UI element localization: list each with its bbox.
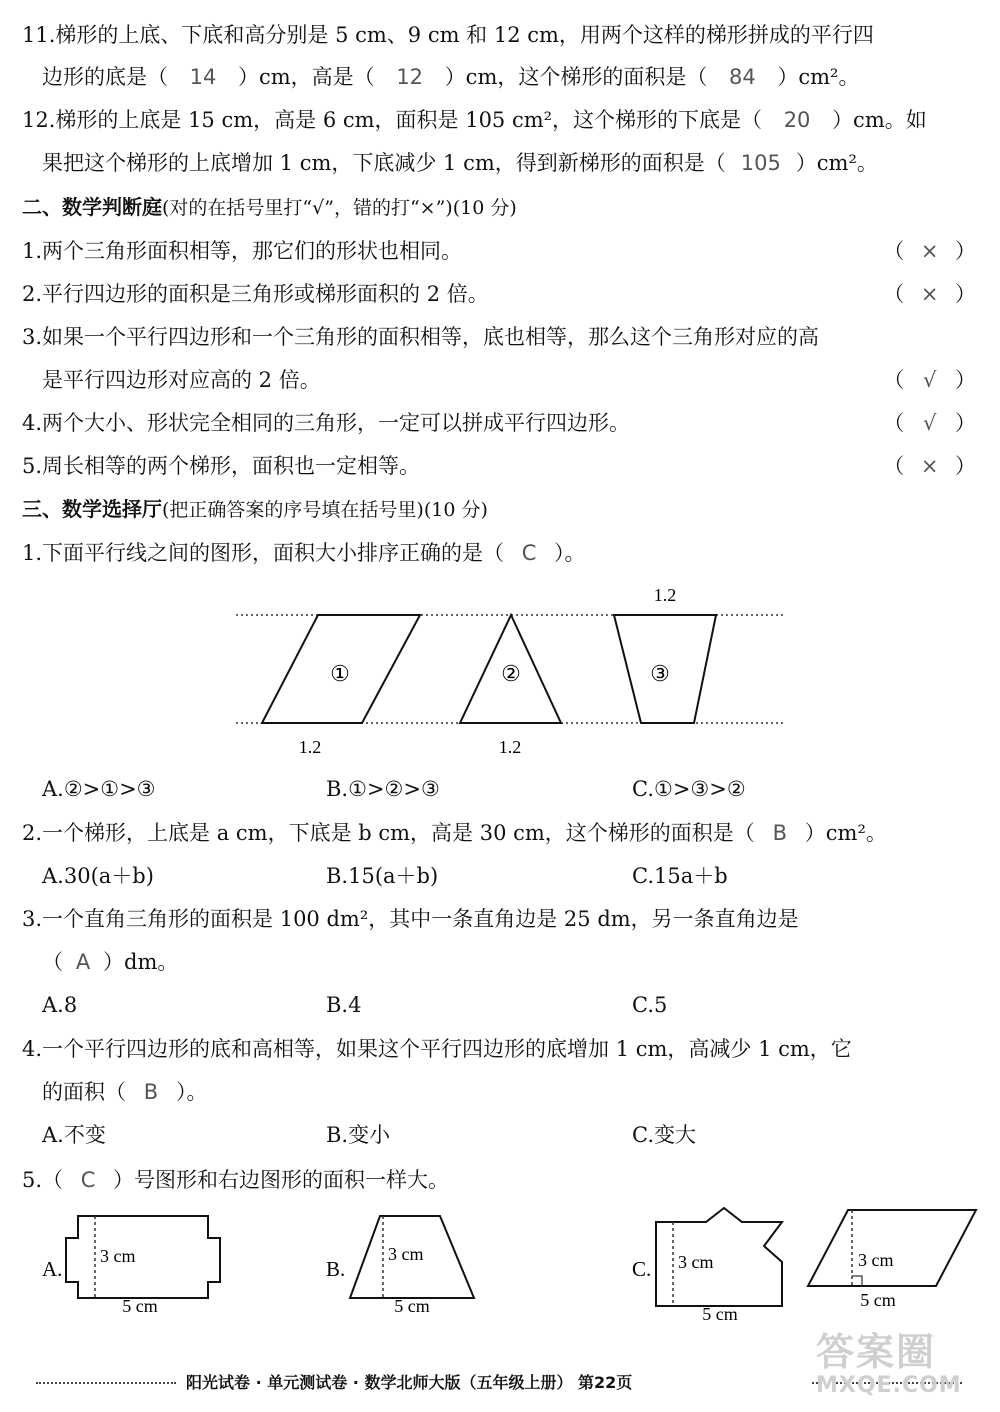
- section3-heading: [22, 494, 488, 525]
- choice-q5-answer: C: [80, 1168, 96, 1192]
- choice-q3-text-a: （: [42, 950, 63, 974]
- choice-q5: [22, 1165, 449, 1195]
- judge-item-2: 2.平行四边形的面积是三角形或梯形面积的 2 倍。: [22, 282, 489, 306]
- choice-q1-answer: C: [521, 541, 537, 565]
- judge-mark-2: （ × ）: [883, 282, 976, 306]
- section3-title: 三、数学选择厅: [22, 497, 162, 521]
- q11-text-a: 边形的底是（: [42, 65, 168, 89]
- q5-b-height: 3 cm: [388, 1244, 424, 1264]
- q11-line1: 11.梯形的上底、下底和高分别是 5 cm、9 cm 和 12 cm，用两个这样的梯形拼成的平行四: [22, 23, 874, 47]
- q5-label-c: C.: [632, 1257, 652, 1281]
- q11-answer-base: 14: [189, 65, 217, 89]
- choice-q4-line2: [42, 1077, 208, 1107]
- choice-q2: [22, 818, 887, 848]
- q11-text-c: ）cm，这个梯形的面积是（: [444, 65, 708, 89]
- q11-text-b: ）cm，高是（: [238, 65, 375, 89]
- choice-q1-option-a: A.②>①>③: [42, 777, 156, 801]
- choice-q3-line2: [42, 947, 178, 977]
- section2-heading: [22, 192, 517, 223]
- choice-q4-line1: 4.一个平行四边形的底和高相等，如果这个平行四边形的底增加 1 cm，高减少 1 cm，它: [22, 1037, 852, 1061]
- parallel-lines-figure: [0, 578, 1000, 768]
- shape2-label: ②: [501, 661, 521, 686]
- judge-mark-1: （ × ）: [883, 239, 976, 263]
- q5-reference-parallelogram: [808, 1210, 976, 1286]
- choice-q3-line1: 3.一个直角三角形的面积是 100 dm²，其中一条直角边是 25 dm，另一条直角边是: [22, 907, 799, 931]
- q12-line2: [42, 148, 878, 178]
- q5-c-base: 5 cm: [702, 1304, 738, 1324]
- shape1-label: ①: [330, 661, 350, 686]
- choice-q2-option-c: C.15a＋b: [632, 864, 728, 888]
- q12-text-c: 果把这个梯形的上底增加 1 cm，下底减少 1 cm，得到新梯形的面积是（: [42, 151, 726, 175]
- section2-title: 二、数学判断庭: [22, 195, 162, 219]
- q12-text-d: ）cm²。: [795, 151, 878, 175]
- judge-item-5: 5.周长相等的两个梯形，面积也一定相等。: [22, 454, 421, 478]
- q5-a-base: 5 cm: [122, 1296, 158, 1316]
- label-left-length: 1.2: [298, 737, 322, 757]
- q12-text-b: ）cm。如: [832, 108, 927, 132]
- choice-q4-option-c: C.变大: [632, 1123, 696, 1147]
- q5-label-b: B.: [326, 1257, 346, 1281]
- choice-q1-option-c: C.①>③>②: [632, 777, 746, 801]
- q5-shape-c: [656, 1208, 782, 1306]
- choice-q2-text-a: 2.一个梯形，上底是 a cm，下底是 b cm，高是 30 cm，这个梯形的面积是（: [22, 821, 755, 845]
- section3-note: (把正确答案的序号填在括号里)(10 分): [162, 499, 488, 521]
- section2-note: (对的在括号里打“√”，错的打“×”)(10 分): [162, 197, 517, 219]
- choice-q4-answer: B: [143, 1080, 159, 1104]
- choice-q2-option-a: A.30(a＋b): [42, 864, 154, 888]
- q5-shapes-figure: [0, 1200, 1000, 1330]
- q12-line1: [22, 105, 927, 135]
- judge-mark-5: （ × ）: [883, 454, 976, 478]
- judge-mark-4: （ √ ）: [883, 411, 976, 435]
- label-mid-length: 1.2: [498, 737, 522, 757]
- choice-q3-answer: A: [75, 950, 91, 974]
- q12-answer-area: 105: [740, 151, 781, 175]
- watermark-bottom: MXQE.COM: [816, 1373, 962, 1398]
- choice-q5-text-a: 5.（: [22, 1168, 64, 1192]
- q5-shape-a: [66, 1216, 220, 1298]
- choice-q3-option-b: B.4: [326, 993, 362, 1017]
- choice-q3-option-c: C.5: [632, 993, 668, 1017]
- q5-c-height: 3 cm: [678, 1252, 714, 1272]
- q5-ref-base: 5 cm: [860, 1290, 896, 1310]
- q5-ref-height: 3 cm: [858, 1250, 894, 1270]
- choice-q4-option-a: A.不变: [42, 1123, 106, 1147]
- shape3-label: ③: [650, 661, 670, 686]
- judge-item-3-cont: 是平行四边形对应高的 2 倍。: [42, 368, 321, 392]
- choice-q1-text-b: ）。: [554, 541, 586, 565]
- choice-q5-text-b: ）号图形和右边图形的面积一样大。: [113, 1168, 450, 1192]
- choice-q2-option-b: B.15(a＋b): [326, 864, 439, 888]
- watermark-top: 答案圈: [816, 1330, 937, 1374]
- q12-answer-base: 20: [783, 108, 811, 132]
- choice-q1-text-a: 1.下面平行线之间的图形，面积大小排序正确的是（: [22, 541, 505, 565]
- q5-label-a: A.: [42, 1257, 63, 1281]
- q11-text-d: ）cm²。: [777, 65, 860, 89]
- q5-a-height: 3 cm: [100, 1246, 136, 1266]
- choice-q1: [22, 538, 586, 568]
- choice-q3-text-b: ）dm。: [103, 950, 179, 974]
- judge-mark-3: （ √ ）: [883, 368, 976, 392]
- choice-q2-answer: B: [772, 821, 787, 845]
- watermark: [816, 1330, 986, 1402]
- choice-q1-option-b: B.①>②>③: [326, 777, 440, 801]
- choice-q4-option-b: B.变小: [326, 1123, 391, 1147]
- judge-item-3: 3.如果一个平行四边形和一个三角形的面积相等，底也相等，那么这个三角形对应的高: [22, 325, 820, 349]
- judge-item-4: 4.两个大小、形状完全相同的三角形，一定可以拼成平行四边形。: [22, 411, 631, 435]
- label-top-length: 1.2: [653, 585, 677, 605]
- choice-q2-text-b: ）cm²。: [804, 821, 887, 845]
- choice-q4-text-a: 的面积（: [42, 1080, 126, 1104]
- choice-q4-text-b: ）。: [176, 1080, 208, 1104]
- q5-b-base: 5 cm: [394, 1296, 430, 1316]
- choice-q3-option-a: A.8: [42, 993, 78, 1017]
- q12-text-a: 12.梯形的上底是 15 cm，高是 6 cm，面积是 105 cm²，这个梯形的下底是（: [22, 108, 763, 132]
- q11-answer-height: 12: [396, 65, 424, 89]
- judge-item-1: 1.两个三角形面积相等，那它们的形状也相同。: [22, 239, 463, 263]
- q11-line2: [42, 62, 859, 92]
- footer-text: 阳光试卷 · 单元测试卷 · 数学北师大版（五年级上册） 第22页: [186, 1373, 633, 1392]
- q11-answer-area: 84: [729, 65, 756, 89]
